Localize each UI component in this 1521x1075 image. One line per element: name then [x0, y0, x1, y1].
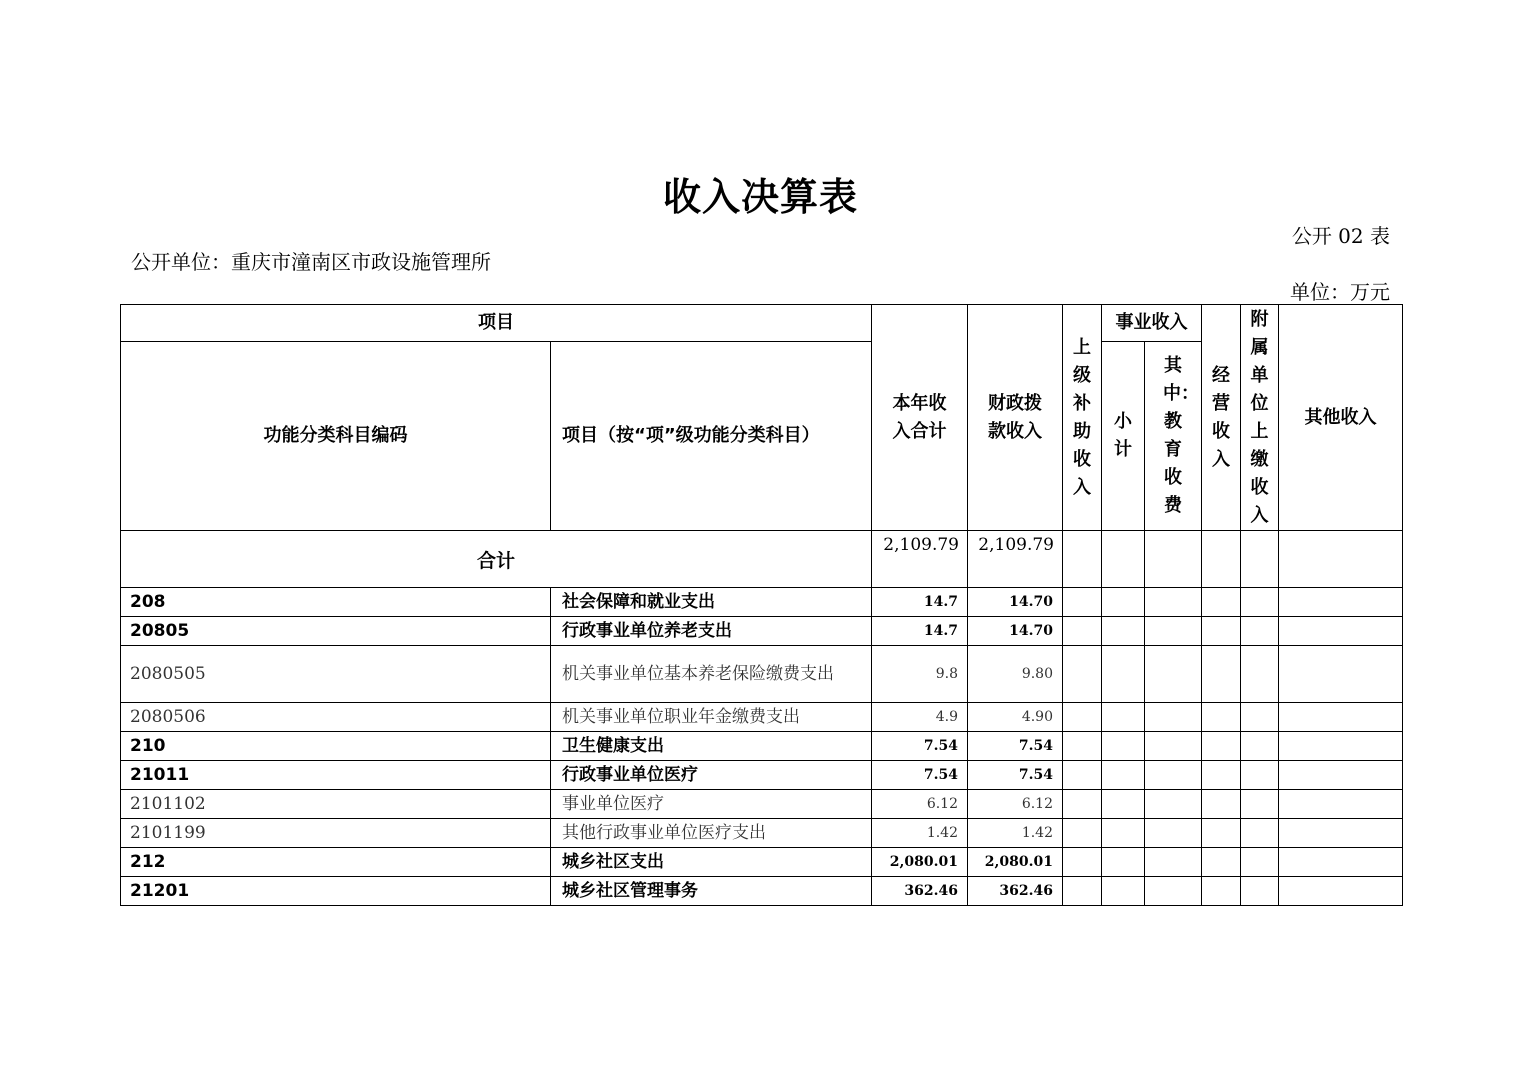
empty-cell: [1202, 877, 1241, 906]
empty-cell: [1145, 848, 1202, 877]
empty-cell: [1102, 761, 1145, 790]
empty-cell: [1279, 646, 1403, 703]
table-row: [121, 646, 1403, 703]
row-item-name: 事业单位医疗: [551, 790, 872, 819]
currency-unit: 单位：万元: [1290, 280, 1390, 304]
row-total-income: 9.8: [872, 646, 968, 703]
empty-cell: [1241, 848, 1279, 877]
empty-cell: [1102, 703, 1145, 732]
empty-cell: [1279, 531, 1403, 588]
empty-cell: [1102, 877, 1145, 906]
empty-cell: [1063, 819, 1102, 848]
empty-cell: [1145, 761, 1202, 790]
header-business-income: 事业收入: [1102, 305, 1202, 342]
empty-cell: [1063, 703, 1102, 732]
empty-cell: [1063, 588, 1102, 617]
row-item-name: 其他行政事业单位医疗支出: [551, 819, 872, 848]
row-fiscal-income: 14.70: [968, 588, 1063, 617]
empty-cell: [1063, 531, 1102, 588]
row-item-name: 社会保障和就业支出: [551, 588, 872, 617]
empty-cell: [1241, 761, 1279, 790]
header-affiliated-income: [1241, 305, 1279, 531]
empty-cell: [1202, 761, 1241, 790]
empty-cell: [1279, 703, 1403, 732]
empty-cell: [1202, 531, 1241, 588]
header-operating-income: [1202, 305, 1241, 531]
empty-cell: [1202, 617, 1241, 646]
row-code: 21011: [121, 761, 551, 790]
empty-cell: [1102, 790, 1145, 819]
header-total-income: [872, 305, 968, 531]
row-total-income: 1.42: [872, 819, 968, 848]
row-code: 20805: [121, 617, 551, 646]
header-total-income-text: 本年收入合计: [892, 392, 947, 442]
empty-cell: [1241, 531, 1279, 588]
empty-cell: [1241, 588, 1279, 617]
header-item: 项目（按“项”级功能分类科目）: [551, 342, 872, 531]
row-total-income: 362.46: [872, 877, 968, 906]
total-label: 合计: [121, 531, 872, 588]
header-subtotal: [1102, 342, 1145, 531]
empty-cell: [1145, 646, 1202, 703]
form-number: 公开 02 表: [1291, 224, 1390, 248]
row-item-name: 城乡社区管理事务: [551, 877, 872, 906]
row-item-name: 行政事业单位养老支出: [551, 617, 872, 646]
empty-cell: [1279, 848, 1403, 877]
empty-cell: [1063, 732, 1102, 761]
empty-cell: [1279, 819, 1403, 848]
row-fiscal-income: 4.90: [968, 703, 1063, 732]
table-row: [121, 790, 1403, 819]
empty-cell: [1102, 732, 1145, 761]
page-title: 收入决算表: [662, 174, 858, 219]
empty-cell: [1279, 617, 1403, 646]
row-code: 2080506: [121, 703, 551, 732]
empty-cell: [1145, 617, 1202, 646]
empty-cell: [1279, 761, 1403, 790]
header-education-fee-text: 其中：教育收费: [1163, 355, 1199, 516]
row-code: 212: [121, 848, 551, 877]
row-fiscal-income: 7.54: [968, 732, 1063, 761]
row-fiscal-income: 2,080.01: [968, 848, 1063, 877]
empty-cell: [1102, 617, 1145, 646]
row-code: 2080505: [121, 646, 551, 703]
row-fiscal-income: 7.54: [968, 761, 1063, 790]
row-code: 2101199: [121, 819, 551, 848]
empty-cell: [1279, 732, 1403, 761]
empty-cell: [1145, 531, 1202, 588]
table-row: [121, 819, 1403, 848]
row-item-name: 城乡社区支出: [551, 848, 872, 877]
empty-cell: [1145, 790, 1202, 819]
table-row: [121, 877, 1403, 906]
empty-cell: [1202, 819, 1241, 848]
empty-cell: [1102, 588, 1145, 617]
row-total-income: 14.7: [872, 617, 968, 646]
row-fiscal-income: 1.42: [968, 819, 1063, 848]
row-item-name: 机关事业单位职业年金缴费支出: [551, 703, 872, 732]
table-row: [121, 703, 1403, 732]
header-affiliated-income-text: 附属单位上缴收入: [1250, 308, 1269, 526]
row-fiscal-income: 362.46: [968, 877, 1063, 906]
total-row: [121, 531, 1403, 588]
empty-cell: [1279, 790, 1403, 819]
row-total-income: 4.9: [872, 703, 968, 732]
empty-cell: [1102, 646, 1145, 703]
row-total-income: 14.7: [872, 588, 968, 617]
empty-cell: [1063, 761, 1102, 790]
empty-cell: [1145, 819, 1202, 848]
empty-cell: [1102, 531, 1145, 588]
empty-cell: [1102, 819, 1145, 848]
empty-cell: [1241, 646, 1279, 703]
empty-cell: [1241, 877, 1279, 906]
empty-cell: [1202, 703, 1241, 732]
header-other-income: 其他收入: [1279, 305, 1403, 531]
total-fiscal-value: 2,109.79: [968, 531, 1063, 588]
empty-cell: [1241, 617, 1279, 646]
empty-cell: [1279, 877, 1403, 906]
row-total-income: 7.54: [872, 732, 968, 761]
empty-cell: [1145, 703, 1202, 732]
empty-cell: [1202, 848, 1241, 877]
empty-cell: [1202, 732, 1241, 761]
empty-cell: [1279, 588, 1403, 617]
header-superior-subsidy-text: 上级补助收入: [1073, 336, 1091, 498]
data-rows: [121, 588, 1403, 906]
row-total-income: 6.12: [872, 790, 968, 819]
empty-cell: [1241, 732, 1279, 761]
header-operating-income-text: 经营收入: [1212, 364, 1230, 470]
empty-cell: [1145, 588, 1202, 617]
table-row: [121, 588, 1403, 617]
empty-cell: [1241, 819, 1279, 848]
row-code: 208: [121, 588, 551, 617]
empty-cell: [1202, 646, 1241, 703]
empty-cell: [1102, 848, 1145, 877]
table-row: [121, 761, 1403, 790]
header-code: 功能分类科目编码: [121, 342, 551, 531]
row-code: 21201: [121, 877, 551, 906]
row-code: 210: [121, 732, 551, 761]
empty-cell: [1063, 877, 1102, 906]
row-item-name: 卫生健康支出: [551, 732, 872, 761]
empty-cell: [1202, 790, 1241, 819]
row-fiscal-income: 9.80: [968, 646, 1063, 703]
header-superior-subsidy: [1063, 305, 1102, 531]
row-total-income: 2,080.01: [872, 848, 968, 877]
table-row: [121, 732, 1403, 761]
row-code: 2101102: [121, 790, 551, 819]
income-settlement-table: [120, 304, 1403, 906]
empty-cell: [1241, 790, 1279, 819]
row-item-name: 行政事业单位医疗: [551, 761, 872, 790]
reporting-unit: 公开单位：重庆市潼南区市政设施管理所: [131, 250, 491, 274]
empty-cell: [1063, 646, 1102, 703]
empty-cell: [1202, 588, 1241, 617]
empty-cell: [1063, 617, 1102, 646]
header-education-fee: [1145, 342, 1202, 531]
empty-cell: [1063, 848, 1102, 877]
row-item-name: 机关事业单位基本养老保险缴费支出: [551, 646, 872, 703]
table-row: [121, 617, 1403, 646]
header-subtotal-text: 小计: [1114, 411, 1132, 460]
header-fiscal-income: [968, 305, 1063, 531]
header-project: 项目: [121, 305, 872, 342]
empty-cell: [1145, 877, 1202, 906]
empty-cell: [1241, 703, 1279, 732]
row-fiscal-income: 14.70: [968, 617, 1063, 646]
row-total-income: 7.54: [872, 761, 968, 790]
total-income-value: 2,109.79: [872, 531, 968, 588]
empty-cell: [1063, 790, 1102, 819]
row-fiscal-income: 6.12: [968, 790, 1063, 819]
table-row: [121, 848, 1403, 877]
header-fiscal-income-text: 财政拨款收入: [988, 392, 1042, 442]
empty-cell: [1145, 732, 1202, 761]
